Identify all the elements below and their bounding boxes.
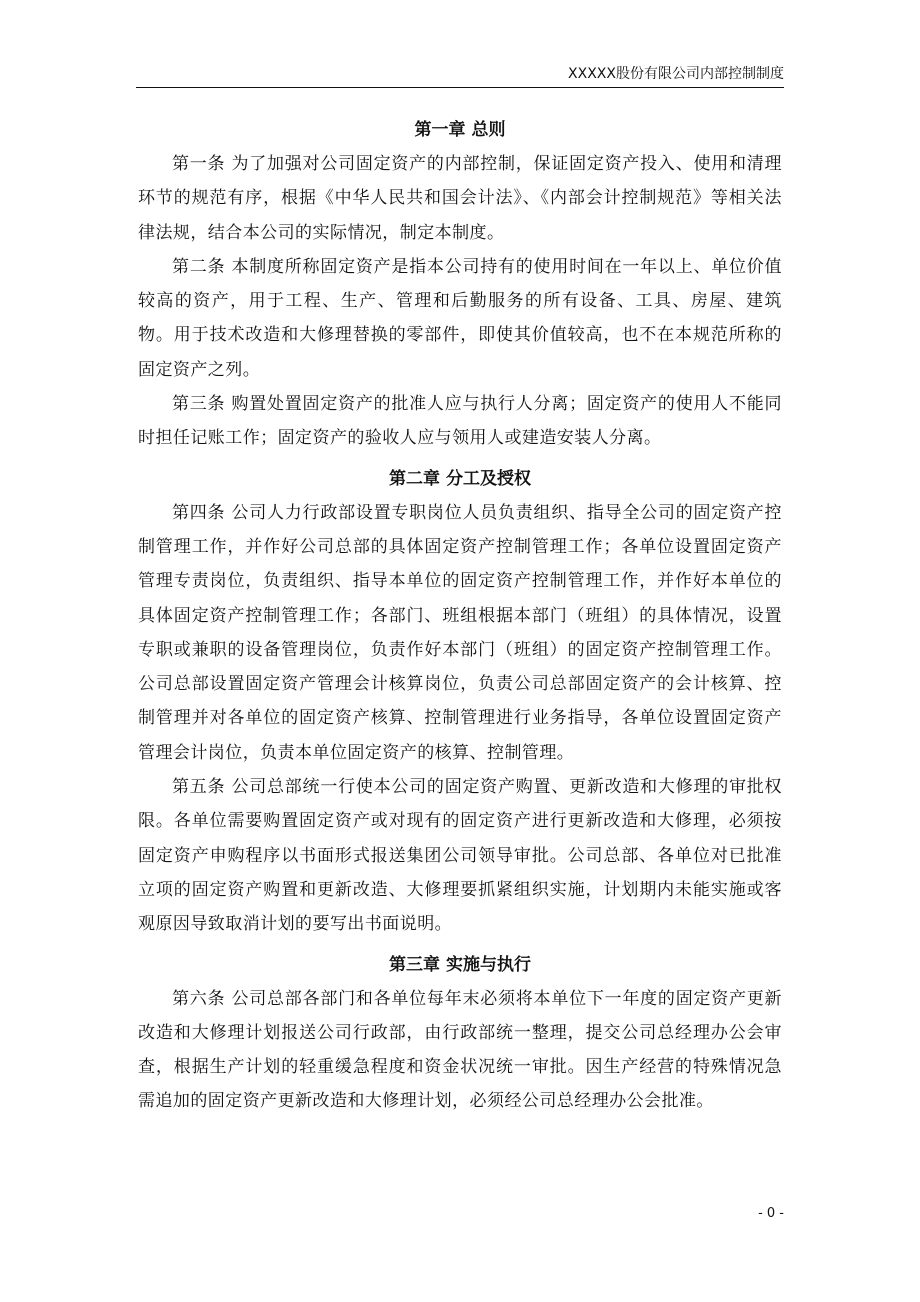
page-number: - 0 - <box>758 1206 784 1221</box>
chapter-title: 第三章 实施与执行 <box>389 954 531 975</box>
header-rule <box>136 87 784 88</box>
article-paragraph: 第三条 购置处置固定资产的批准人应与执行人分离；固定资产的使用人不能同时担任记账工作；固定资产的验收人应与领用人或建造安装人分离。 <box>138 394 782 449</box>
article-paragraph: 第四条 公司人力行政部设置专职岗位人员负责组织、指导全公司的固定资产控制管理工作，并作好公司总部的具体固定资产控制管理工作；各单位设置固定资产管理专责岗位，负责组织、指导本单位的固定资产控制管理工作，并作好本单位的具体固定资产控制管理工作；各部门、班组根据本部门（班组）的具体情况，设置专职或兼职的设备管理岗位，负责作好本部门（班组）的固定资产控制管理工作。公司总部设置固定资产管理会计核算岗位，负责公司总部固定资产的会计核算、控制管理并对各单位的固定资产核算、控制管理进行业务指导，各单位设置固定资产管理会计岗位，负责本单位固定资产的核算、控制管理。 <box>138 502 782 763</box>
chapter-title: 第一章 总则 <box>414 120 506 140</box>
chapter-title: 第二章 分工及授权 <box>389 468 531 489</box>
article-paragraph: 第六条 公司总部各部门和各单位每年末必须将本单位下一年度的固定资产更新改造和大修理计划报送公司行政部，由行政部统一整理，提交公司总经理办公会审查，根据生产计划的轻重缓急程度和资金状况统一审批。因生产经营的特殊情况急需追加的固定资产更新改造和大修理计划，必须经公司总经理办公会批准。 <box>138 988 782 1112</box>
article-paragraph: 第二条 本制度所称固定资产是指本公司持有的使用时间在一年以上、单位价值较高的资产，用于工程、生产、管理和后勤服务的所有设备、工具、房屋、建筑物。用于技术改造和大修理替换的零部件，即使其价值较高，也不在本规范所称的固定资产之列。 <box>138 256 782 380</box>
article-paragraph: 第一条 为了加强对公司固定资产的内部控制，保证固定资产投入、使用和清理环节的规范有序，根据《中华人民共和国会计法》、《内部会计控制规范》等相关法律法规，结合本公司的实际情况，制定本制度。 <box>138 154 782 243</box>
document-body <box>138 113 782 1119</box>
article-paragraph: 第五条 公司总部统一行使本公司的固定资产购置、更新改造和大修理的审批权限。各单位需要购置固定资产或对现有的固定资产进行更新改造和大修理，必须按固定资产申购程序以书面形式报送集团公司领导审批。公司总部、各单位对已批准立项的固定资产购置和更新改造、大修理要抓紧组织实施，计划期内未能实施或客观原因导致取消计划的要写出书面说明。 <box>138 777 782 935</box>
page-header: XXXXX股份有限公司内部控制制度 <box>568 66 784 82</box>
